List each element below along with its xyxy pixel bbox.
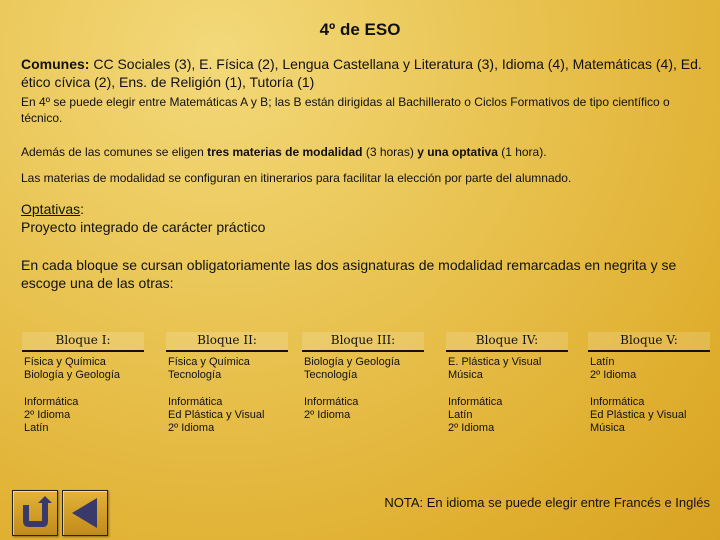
optativas-colon: : <box>80 201 85 217</box>
bloque-3-modalidad-1: Biología y Geología <box>304 356 401 368</box>
ademas-post: (1 hora). <box>497 145 547 159</box>
matematicas-note: En 4º se puede elegir entre Matemáticas A y B; las B están dirigidas al Bachillerato o Ciclos Formativos de tipo científico o técnico. <box>21 95 670 125</box>
bloque-4-otra-1: Informática <box>448 396 503 408</box>
ademas-bold-optativa: y una optativa <box>417 145 498 159</box>
bloque-2-header: Bloque II: <box>166 332 288 352</box>
bloque-5-otra-2: Ed Plástica y Visual <box>590 409 687 421</box>
bloque-1-modalidad-1: Física y Química <box>24 356 106 368</box>
comunes-text: CC Sociales (3), E. Física (2), Lengua Castellana y Literatura (3), Idioma (4), Matemáticas (4), Ed. ético cívica (2), Ens. de Religión (1), Tutoría (1) <box>21 56 702 90</box>
bloque-4 <box>446 332 568 435</box>
optativas-paragraph <box>21 200 711 236</box>
bloque-2 <box>166 332 288 435</box>
bloque-2-otra-3: 2º Idioma <box>168 422 215 434</box>
return-button[interactable] <box>12 490 58 536</box>
bloque-2-modalidad-1: Física y Química <box>168 356 250 368</box>
bloque-2-otra-1: Informática <box>168 396 223 408</box>
bloque-1 <box>22 332 144 435</box>
bloque-5-header: Bloque V: <box>588 332 710 352</box>
bloque-1-otra-1: Informática <box>24 396 79 408</box>
comunes-label: Comunes: <box>21 56 90 72</box>
bloque-1-modalidad <box>22 356 144 382</box>
bloque-2-otra-2: Ed Plástica y Visual <box>168 409 265 421</box>
bloques-intro: En cada bloque se cursan obligatoriamente las dos asignaturas de modalidad remarcadas en negrita y se escoge una de las otras: <box>21 257 677 291</box>
bloque-5-otras <box>588 396 710 435</box>
bloque-4-header: Bloque IV: <box>446 332 568 352</box>
bloque-3-otra-2: 2º Idioma <box>304 409 351 421</box>
bloque-2-modalidad-2: Tecnología <box>168 369 222 381</box>
bloque-4-otra-3: 2º Idioma <box>448 422 495 434</box>
bloque-1-header: Bloque I: <box>22 332 144 352</box>
ademas-pre: Además de las comunes se eligen <box>21 145 208 159</box>
bloque-4-otras <box>446 396 568 435</box>
bloque-4-otra-2: Latín <box>448 409 473 421</box>
bloque-5 <box>588 332 710 435</box>
bloques-table <box>22 332 712 436</box>
back-button[interactable] <box>62 490 108 536</box>
bloque-1-otra-3: Latín <box>24 422 49 434</box>
bloque-3-modalidad <box>302 356 424 382</box>
itinerarios-paragraph: Las materias de modalidad se configuran en itinerarios para facilitar la elección por parte del alumnado. <box>21 171 572 185</box>
ademas-mid: (3 horas) <box>362 145 418 159</box>
bloque-5-modalidad <box>588 356 710 382</box>
bloque-2-modalidad <box>166 356 288 382</box>
bloque-2-otras <box>166 396 288 435</box>
bloque-1-otra-2: 2º Idioma <box>24 409 71 421</box>
nota-idioma: NOTA: En idioma se puede elegir entre Francés e Inglés <box>384 495 710 510</box>
ademas-paragraph <box>21 144 711 160</box>
optativas-text: Proyecto integrado de carácter práctico <box>21 219 266 235</box>
bloque-4-modalidad <box>446 356 568 382</box>
bloque-5-otra-1: Informática <box>590 396 645 408</box>
return-arrow-icon <box>13 491 57 535</box>
page-title: 4º de ESO <box>319 20 401 39</box>
bloque-3-header: Bloque III: <box>302 332 424 352</box>
bloque-1-modalidad-2: Biología y Geología <box>24 369 121 381</box>
comunes-paragraph <box>21 55 711 91</box>
bloque-3-otras <box>302 396 424 422</box>
bloque-1-otras <box>22 396 144 435</box>
back-triangle-icon <box>63 491 107 535</box>
bloque-5-otra-3: Música <box>590 422 625 434</box>
optativas-label: Optativas <box>21 201 81 217</box>
bloque-5-modalidad-2: 2º Idioma <box>590 369 637 381</box>
ademas-bold-modalidad: tres materias de modalidad <box>207 145 363 159</box>
bloque-5-modalidad-1: Latín <box>590 356 615 368</box>
bloque-3-modalidad-2: Tecnología <box>304 369 358 381</box>
bloque-4-modalidad-2: Música <box>448 369 483 381</box>
bloque-3 <box>302 332 424 422</box>
bloque-4-modalidad-1: E. Plástica y Visual <box>448 356 542 368</box>
bloque-3-otra-1: Informática <box>304 396 359 408</box>
